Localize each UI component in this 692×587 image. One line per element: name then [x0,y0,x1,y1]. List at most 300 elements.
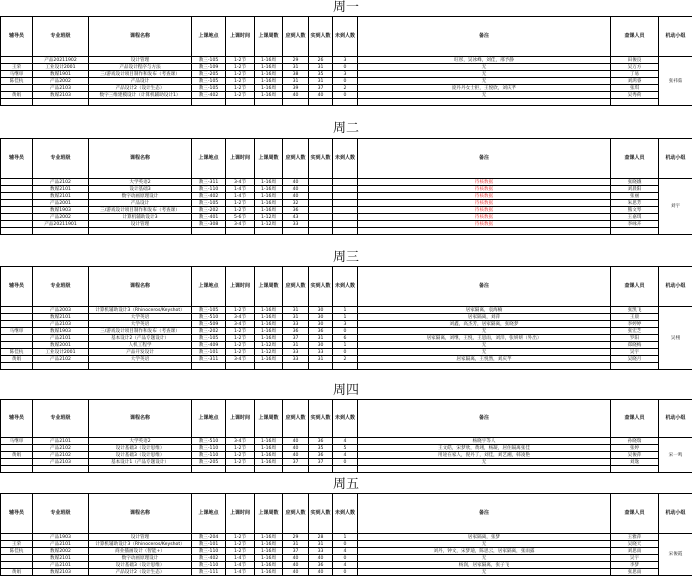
cell: 0 [333,349,358,356]
cell: 无 [358,64,611,71]
cell: 数媒2002 [33,548,89,555]
cell: 产品2001 [33,200,89,207]
schedule-block-fri [0,493,692,576]
cell: 王文皓，宋梦欣，黄翊，杨凝，居住隔离张佳 [358,445,611,452]
header-expected: 应到人数 [283,494,309,534]
cell: 产品2101 [33,438,89,445]
cell: 教三-402 [192,92,226,99]
cell: 旺彤，吴冰峰，刘佳，邢予静 [358,57,611,64]
cell: 3-4节 [226,356,255,363]
cell: 无 [358,92,611,99]
cell: 1-16周 [255,548,283,555]
cell: 3-4节 [226,314,255,321]
cell: 1-2节 [226,459,255,466]
cell [1,321,33,328]
cell: 40 [283,452,309,459]
cell: 张宏芝 [611,328,659,335]
mobile-team-cell: 宋俊霞 [659,534,692,576]
cell: 40 [309,569,333,576]
cell: 1-16周 [255,207,283,214]
cell: 3-4节 [226,321,255,328]
pending-note: 待核数据 [358,193,611,200]
cell [1,314,33,321]
cell: 教三-510 [192,438,226,445]
cell: 马继审 [1,438,33,445]
header-location: 上课地点 [192,139,226,179]
cell: 吴晓天 [611,541,659,548]
header-counselor: 辅导员 [1,17,33,57]
cell: 1-2节 [226,92,255,99]
cell: 产品2002 [33,78,89,85]
cell: 李婷婷 [611,321,659,328]
cell [1,562,33,569]
cell: 教三-205 [192,459,226,466]
header-present: 实到人数 [309,139,333,179]
cell: 数字三维建模设计（计算机辅助设计1） [89,92,192,99]
cell: 刘逸 [611,459,659,466]
cell: 居家隔离，刘继，王悦，王思雨，刘洋，张妍妍（外出） [358,335,611,342]
cell: 0 [333,569,358,576]
cell: 30 [309,307,333,314]
cell: 计算机辅助设计3（Rhinoceros/Keyshot） [89,307,192,314]
cell: 产品2002 [33,214,89,221]
day-title-tue: 周二 [332,121,359,136]
cell: 黄娟 [1,569,33,576]
cell: 大学英语 [89,321,192,328]
cell: 设计基础3 [89,186,192,193]
cell: 产品2102 [33,445,89,452]
cell: 31 [283,78,309,85]
cell: 5 [333,445,358,452]
cell: 1-16周 [255,307,283,314]
cell: 1-16周 [255,541,283,548]
cell: 教三-110 [192,562,226,569]
cell: 1-2节 [226,85,255,92]
header-weeks: 上课周数 [255,494,283,534]
cell: 26 [309,57,333,64]
cell: 教三-510 [192,314,226,321]
cell: 杨润，居家隔离，张子飞 [358,562,611,569]
cell: 39 [283,85,309,92]
cell: 黄娟 [1,92,33,99]
cell: 4 [333,452,358,459]
mobile-team-cell: 宋一鸣 [659,438,692,473]
cell: 大学英语2 [89,438,192,445]
header-mobile-team: 机动小组 [659,17,692,57]
header-absent: 未到人数 [333,139,358,179]
cell: 教三-202 [192,328,226,335]
cell: 1-4节 [226,193,255,200]
cell [1,179,33,186]
cell: 设计管理 [89,221,192,228]
cell: 产品2102 [33,356,89,363]
cell: 30 [309,314,333,321]
cell: 数媒2001 [33,342,89,349]
day-title-mon: 周一 [332,0,359,15]
cell: 35 [309,71,333,78]
cell: 1-16周 [255,452,283,459]
cell: 教三-101 [192,541,226,548]
header-remarks: 备注 [358,139,611,179]
mobile-team-cell: 刘宇 [659,179,692,235]
cell: 产品1903 [33,534,89,541]
cell: 1 [333,534,358,541]
cell: 31 [309,78,333,85]
header-counselor: 辅导员 [1,494,33,534]
cell: 37 [309,85,333,92]
cell: 1-16周 [255,328,283,335]
cell: 33 [283,349,309,356]
cell: 36 [309,328,333,335]
cell: 36 [309,562,333,569]
cell [333,193,358,200]
cell: 31 [283,64,309,71]
cell [1,186,33,193]
cell: 1-16周 [255,179,283,186]
header-remarks: 备注 [358,267,611,307]
cell [1,57,33,64]
cell: 1-16周 [255,71,283,78]
cell: 三/游戏设计项目制作和发布（考查课） [89,328,192,335]
cell: 1-16周 [255,534,283,541]
cell: 计算机辅助设计3 [89,214,192,221]
cell [1,214,33,221]
cell: 产品设计2（设计生态） [89,85,192,92]
cell: 1-16周 [255,85,283,92]
cell: 罗阳 [611,335,659,342]
cell: 37 [283,335,309,342]
cell [1,85,33,92]
cell: 无 [358,328,611,335]
cell: 产品2003 [33,307,89,314]
pending-note: 待核数据 [358,207,611,214]
cell: 1-2节 [226,200,255,207]
cell: 31 [283,541,309,548]
cell: 1-12周 [255,214,283,221]
header-time: 上课时间 [226,17,255,57]
cell: 5-6节 [226,214,255,221]
cell: 三/游戏设计项目制作和发布（考查课） [89,207,192,214]
cell [309,214,333,221]
cell: 产品设计程序与方法 [89,64,192,71]
cell: 教三-402 [192,555,226,562]
header-remarks: 备注 [358,17,611,57]
header-expected: 应到人数 [283,139,309,179]
schedule-block-wed [0,266,692,370]
cell: 庞丹丹女士拒，王悦欣，刘庆芊 [358,85,611,92]
cell: 王晨 [611,314,659,321]
schedule-table-tue [0,138,692,235]
cell: 4 [333,438,358,445]
header-expected: 应到人数 [283,400,309,438]
cell: 商业插画设计（智能+） [89,548,192,555]
cell: 教三-409 [192,342,226,349]
cell: 张晓娥 [611,179,659,186]
schedule-table-mon [0,16,692,106]
cell: 1-16周 [255,57,283,64]
pending-note: 待核数据 [358,221,611,228]
header-expected: 应到人数 [283,17,309,57]
cell: 40 [283,92,309,99]
header-present: 实到人数 [309,267,333,307]
header-location: 上课地点 [192,494,226,534]
cell: 居家隔离，王悦然，刘庆芊 [358,356,611,363]
cell: 刘鸿睿 [611,78,659,85]
cell: 1-16周 [255,555,283,562]
cell: 产品2102 [33,452,89,459]
cell: 1-16周 [255,569,283,576]
header-time: 上课时间 [226,400,255,438]
cell: 张琪 [611,85,659,92]
header-inspector: 查课人员 [611,139,659,179]
cell: 孙晓瑞 [611,438,659,445]
cell: 0 [333,92,358,99]
cell: 1-2节 [226,548,255,555]
cell: 黄娟 [1,356,33,363]
cell: 产品设计 [89,78,192,85]
cell [333,221,358,228]
cell: 1-16周 [255,335,283,342]
cell: 大学英语 [89,356,192,363]
cell: 36 [309,452,333,459]
cell: 黄娟 [1,452,33,459]
header-weeks: 上课周数 [255,139,283,179]
mobile-team-cell: 吴栩 [659,307,692,370]
cell: 35 [309,445,333,452]
cell [333,179,358,186]
cell: 33 [283,221,309,228]
cell [333,186,358,193]
cell: 教三-110 [192,445,226,452]
header-inspector: 查课人员 [611,267,659,307]
cell: 3 [333,57,358,64]
cell: 无 [358,541,611,548]
header-absent: 未到人数 [333,400,358,438]
cell: 吴俊萍 [611,452,659,459]
cell: 教三-311 [192,179,226,186]
header-absent: 未到人数 [333,17,358,57]
cell [309,200,333,207]
cell: 用途在家人，倪丹丁，刘佳，刘艺湘，韩凌艳 [358,452,611,459]
cell: 产品设计 [89,200,192,207]
cell: 37 [283,459,309,466]
cell: 31 [309,64,333,71]
cell [309,221,333,228]
schedule-block-mon [0,16,692,106]
cell: 教三-105 [192,307,226,314]
cell: 0 [333,541,358,548]
cell: 基本设计1（产品专题设计） [89,459,192,466]
cell: 马继审 [1,71,33,78]
cell: 33 [309,349,333,356]
cell: 3 [333,321,358,328]
header-absent: 未到人数 [333,267,358,307]
cell: 1-2节 [226,541,255,548]
header-class: 专业班级 [33,139,89,179]
cell: 1-16周 [255,356,283,363]
cell: 教三-311 [192,356,226,363]
cell: 4 [333,548,358,555]
cell [1,193,33,200]
cell: 1-2节 [226,534,255,541]
cell: 刘丹，钟文，宋梦迪，陈思云，居家隔离，张雨露 [358,548,611,555]
cell [1,307,33,314]
cell: 1-2节 [226,452,255,459]
cell: 数媒2103 [33,569,89,576]
cell: 教三-110 [192,186,226,193]
cell: 数媒1901 [33,71,89,78]
cell: 教三-109 [192,64,226,71]
header-location: 上课地点 [192,400,226,438]
cell: 1-16周 [255,314,283,321]
cell: 教三-101 [192,349,226,356]
cell: 33 [283,356,309,363]
cell: 产品2103 [33,321,89,328]
cell [1,534,33,541]
cell: 刘鑫，高杰芳，居家隔离，张晓梦 [358,321,611,328]
cell: 产品2101 [33,562,89,569]
cell: 设计基础3（设计思维） [89,562,192,569]
cell: 杨晓宇等人 [358,438,611,445]
cell: 30 [309,321,333,328]
cell: 陈佳杭 [1,349,33,356]
cell: 王荣 [1,541,33,548]
cell: 教三-105 [192,78,226,85]
header-mobile-team: 机动小组 [659,139,692,179]
cell: 40 [309,92,333,99]
cell [333,214,358,221]
cell: 0 [333,64,358,71]
cell: 1-12周 [255,221,283,228]
cell: 31 [283,307,309,314]
cell: 1-16周 [255,438,283,445]
cell: 31 [283,342,309,349]
header-location: 上课地点 [192,267,226,307]
cell: 31 [309,356,333,363]
cell: 产品20211902 [33,57,89,64]
header-class: 专业班级 [33,267,89,307]
cell: 1 [333,314,358,321]
cell [1,342,33,349]
cell: 人机工程学 [89,342,192,349]
cell: 居家隔离，袁海楠 [358,307,611,314]
cell: 工业设计2001 [33,349,89,356]
cell: 设计基础3（设计思维） [89,452,192,459]
cell [309,186,333,193]
cell: 教三-111 [192,569,226,576]
cell: 计算机辅助设计3（Rhinoceros/Keyshot） [89,541,192,548]
mobile-team-cell: 张祎茹 [659,57,692,106]
cell: 居家隔离，张梦 [358,534,611,541]
cell: 数媒1903 [33,328,89,335]
cell: 吴宇 [611,555,659,562]
cell: 吴宇 [611,349,659,356]
cell: 张思雨 [611,569,659,576]
cell: 教三-402 [192,193,226,200]
day-title-thu: 周四 [332,383,359,398]
cell: 1-2节 [226,307,255,314]
cell [1,445,33,452]
cell: 王雅萍 [611,534,659,541]
schedule-block-thu [0,399,692,473]
header-inspector: 查课人员 [611,494,659,534]
cell: 工业设计2001 [33,64,89,71]
header-mobile-team: 机动小组 [659,267,692,307]
cell: 数媒1903 [33,207,89,214]
schedule-table-thu [0,399,692,473]
cell: 教三-110 [192,452,226,459]
cell: 0 [333,459,358,466]
cell: 设计基础3（设计思维） [89,445,192,452]
header-course: 课程名称 [89,17,192,57]
cell: 设计管理 [89,534,192,541]
header-present: 实到人数 [309,17,333,57]
header-expected: 应到人数 [283,267,309,307]
cell: 36 [283,207,309,214]
header-counselor: 辅导员 [1,400,33,438]
header-present: 实到人数 [309,400,333,438]
schedule-block-tue [0,138,692,235]
cell: 无 [358,555,611,562]
cell: 设计管理 [89,57,192,64]
cell: 1-16周 [255,445,283,452]
cell: 教三-105 [192,85,226,92]
cell: 李咏卉 [611,221,659,228]
cell: 产品20211901 [33,221,89,228]
header-counselor: 辅导员 [1,139,33,179]
cell: 1-12周 [255,342,283,349]
cell: 数媒2101 [33,555,89,562]
header-mobile-team: 机动小组 [659,494,692,534]
cell: 1-2节 [226,78,255,85]
cell: 无 [358,71,611,78]
cell [1,555,33,562]
cell: 田俊良 [611,57,659,64]
cell: 40 [283,569,309,576]
cell: 无 [358,78,611,85]
cell: 产品2101 [33,335,89,342]
cell: 40 [283,438,309,445]
cell: 43 [283,214,309,221]
cell: 无 [358,459,611,466]
cell: 郑晓梅 [611,342,659,349]
cell: 0 [333,328,358,335]
header-class: 专业班级 [33,17,89,57]
cell: 吴晓月 [611,356,659,363]
cell: 4 [333,562,358,569]
header-class: 专业班级 [33,494,89,534]
cell: 37 [309,459,333,466]
cell: 40 [283,562,309,569]
cell: 基本设计2（产品专题设计） [89,335,192,342]
cell: 1-16周 [255,193,283,200]
cell: 李梦 [611,562,659,569]
cell: 产品2101 [33,541,89,548]
cell: 马继审 [1,328,33,335]
cell: 1-16周 [255,92,283,99]
cell: 教三-105 [192,57,226,64]
header-weeks: 上课周数 [255,17,283,57]
header-course: 课程名称 [89,267,192,307]
header-time: 上课时间 [226,139,255,179]
cell: 1-16周 [255,200,283,207]
cell: 教三-110 [192,548,226,555]
cell: 1-2节 [226,328,255,335]
cell: 陈佳杭 [1,78,33,85]
cell: 29 [283,57,309,64]
cell: 丁易 [611,71,659,78]
cell: 33 [309,548,333,555]
